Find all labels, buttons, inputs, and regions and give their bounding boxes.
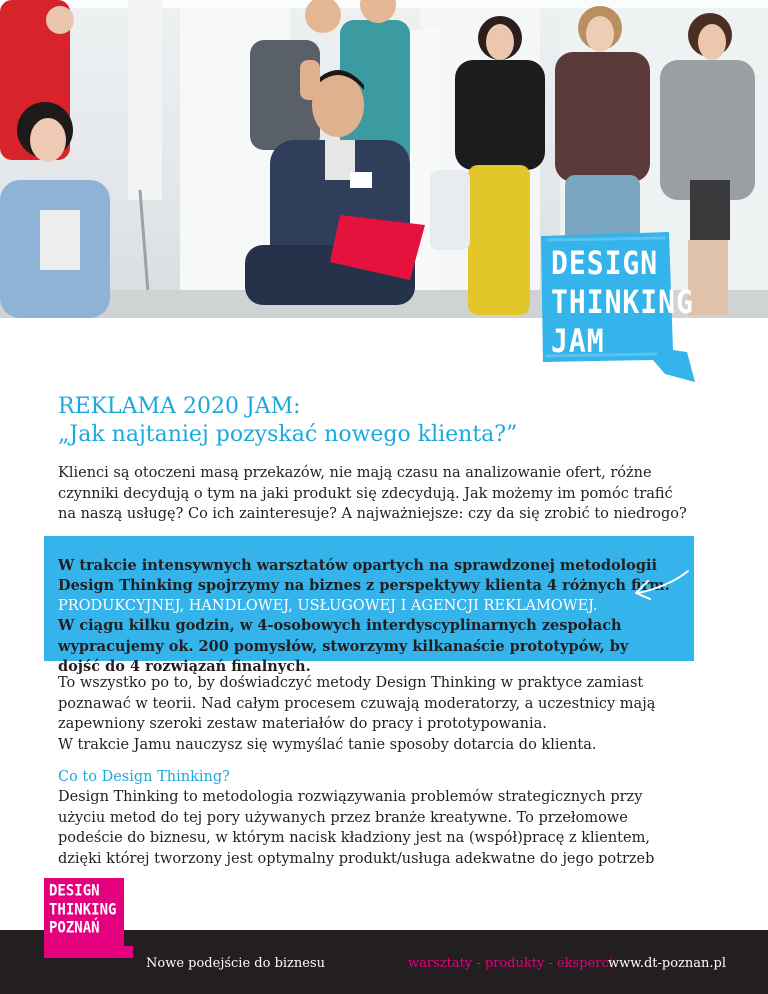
section-heading: Co to Design Thinking? [58, 769, 230, 785]
section-line: Design Thinking to metodologia rozwiązywania problemów strategicznych przy [58, 789, 643, 805]
highlight-line: W ciągu kilku godzin, w 4-osobowych interdyscyplinarnych zespołach [58, 617, 622, 635]
intro-line: Klienci są otoczeni masą przekazów, nie mają czasu na analizowanie ofert, różne [58, 465, 652, 481]
highlight-line: wypracujemy ok. 200 pomysłów, stworzymy kilkanaście prototypów, by [58, 637, 629, 655]
section-line: dzięki której tworzony jest optymalny produkt/usługa adekwatne do jego potrzeb [58, 850, 655, 867]
poznan-logo-line: DESIGN [49, 882, 100, 900]
intro-line: czynniki decydują o tym na jaki produkt się zdecydują. Jak możemy im pomóc trafić [58, 485, 673, 502]
jam-logo-line: DESIGN [551, 244, 659, 282]
poznan-logo-line: THINKING [49, 900, 117, 919]
body-line: To wszystko po to, by doświadczyć metody Design Thinking w praktyce zamiast [58, 675, 644, 691]
title-line-2: „Jak najtaniej pozyskać nowego klienta?” [58, 422, 518, 447]
poznan-logo-text [49, 882, 116, 937]
jam-logo-line: JAM [551, 322, 605, 361]
section-line: użyciu metod do tej pory używanych przez branże kreatywne. To przełomowe [58, 809, 628, 826]
highlight-text [58, 556, 670, 678]
footer-tagline: Nowe podejście do biznesu [146, 956, 326, 971]
design-thinking-poznan-logo [44, 878, 124, 958]
section-line: podeście do biznesu, w którym nacisk kładziony jest na (współ)pracę z klientem, [58, 830, 650, 846]
body-line: zapewniony szeroki zestaw materiałów do pracy i prototypowania. [58, 716, 547, 732]
highlight-line: dojść do 4 rozwiązań finalnych. [58, 657, 311, 675]
footer-url-link[interactable]: www.dt-poznan.pl [608, 956, 727, 971]
section-paragraph [58, 787, 654, 869]
body-line: W trakcie Jamu nauczysz się wymyślać tanie sposoby dotarcia do klienta. [58, 736, 597, 753]
logo-accent [119, 946, 133, 958]
poznan-logo-line: POZNAŃ [49, 918, 100, 937]
intro-line: na naszą usługę? Co ich zainteresuje? A najważniejsze: czy da się zrobić to niedrogo? [58, 506, 687, 522]
page-title [58, 393, 517, 449]
title-line-1: REKLAMA 2020 JAM: [58, 394, 301, 419]
highlight-line: W trakcie intensywnych warsztatów opartych na sprawdzonej metodologii [58, 556, 657, 574]
design-thinking-jam-logo [537, 232, 697, 382]
body-paragraph [58, 673, 655, 755]
intro-paragraph [58, 463, 687, 525]
body-line: poznawać w teorii. Nad całym procesem czuwają moderatorzy, a uczestnicy mają [58, 695, 656, 712]
jam-logo-text [551, 244, 694, 361]
highlight-line: Design Thinking spojrzymy na biznes z perspektywy klienta 4 różnych firm: [58, 576, 670, 594]
company-types: PRODUKCYJNEJ, HANDLOWEJ, USŁUGOWEJ I AGENCJI REKLAMOWEJ. [58, 598, 598, 615]
footer-keywords: warsztaty - produkty - eksperci [408, 956, 613, 971]
jam-logo-line: THINKING [551, 283, 694, 322]
hand-drawn-arrow-icon [632, 567, 692, 603]
